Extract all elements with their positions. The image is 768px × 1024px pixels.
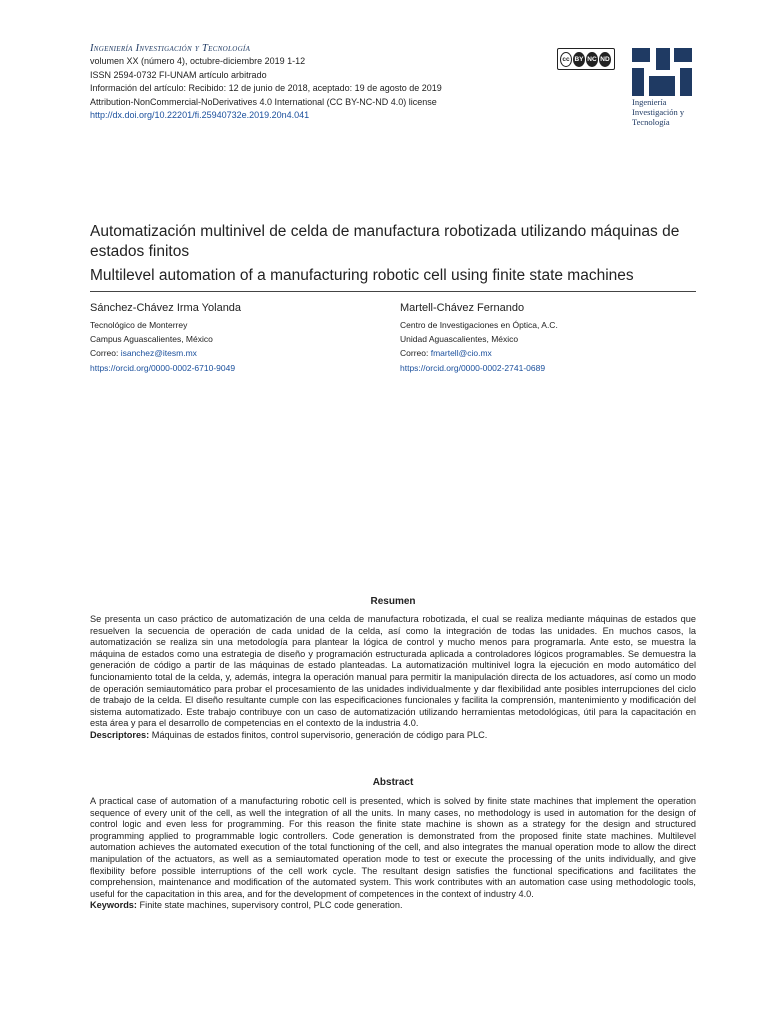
resumen-body xyxy=(90,614,696,742)
author-block-2 xyxy=(400,302,558,375)
journal-logo-icon xyxy=(632,48,692,96)
author-orcid-link[interactable]: https://orcid.org/0000-0002-2741-0689 xyxy=(400,362,546,373)
title-english: Multilevel automation of a manufacturing robotic cell using finite state machines xyxy=(90,267,634,284)
dates-line: Información del artículo: Recibido: 12 de junio de 2018, aceptado: 19 de agosto de 2019 xyxy=(90,83,442,94)
abstract-body xyxy=(90,796,696,912)
descriptores-label: Descriptores: xyxy=(90,729,150,740)
doi-link[interactable]: http://dx.doi.org/10.22201/fi.25940732e.2019.20n4.041 xyxy=(90,110,310,121)
nc-icon: NC xyxy=(586,52,598,67)
article-metadata xyxy=(90,55,442,123)
author-name: Sánchez-Chávez Irma Yolanda xyxy=(90,302,242,314)
journal-name: Ingeniería Investigación y Tecnología xyxy=(90,43,251,54)
author-name: Martell-Chávez Fernando xyxy=(400,302,525,314)
cc-license-badge[interactable] xyxy=(557,48,615,70)
author-campus: Unidad Aguascalientes, México xyxy=(400,334,519,345)
author-orcid-link[interactable]: https://orcid.org/0000-0002-6710-9049 xyxy=(90,362,236,373)
author-email-line: Correo: isanchez@itesm.mx xyxy=(90,348,197,359)
issn-line: ISSN 2594-0732 FI-UNAM artículo arbitrado xyxy=(90,69,267,80)
keywords-text: Finite state machines, supervisory control, PLC code generation. xyxy=(136,900,403,911)
abstract-text: A practical case of automation of a manufacturing robotic cell is presented, which is solved by finite state machines that implement the operation sequence of every unit of the cell, as well the integration of all the units. In many cases, no methodology is used in automation for the design of control logic and even less for programming. For this reason the finite state machine is shown as a strategy for the design and structured programming applied to programmable logic controllers. Code generation is demonstrated from the proposed finite state machines. Multilevel automation achieves the automated execution of the total functioning of the cell, and also integrates the manual operation mode to allow the direct manipulation of the actuators, as well as a semiautomated operation mode to test or execute the processing of the units individually, and give flexibility before possible interruptions of the cell work cycle. The resultant design satisfies the functional specifications and facilitates the comprehension, maintenance and modification of the automated system. This work contributes with an automation case using methodologic tools, useful for the capacitation in this area, and for the development of competences in the context of industry 4.0. xyxy=(90,796,696,899)
by-icon: BY xyxy=(573,52,585,67)
author-affiliation: Tecnológico de Monterrey xyxy=(90,320,188,330)
nd-icon: ND xyxy=(599,52,611,67)
abstract-heading: Abstract xyxy=(372,777,414,788)
title-divider xyxy=(90,291,696,292)
volume-line: volumen XX (número 4), octubre-diciembre 2019 1-12 xyxy=(90,56,306,66)
resumen-heading: Resumen xyxy=(370,596,416,607)
title-spanish: Automatización multinivel de celda de manufactura robotizada utilizando máquinas de estados finitos xyxy=(90,223,680,260)
descriptores-text: Máquinas de estados finitos, control supervisorio, generación de código para PLC. xyxy=(149,729,488,740)
logo-text: Ingeniería Investigación y Tecnología xyxy=(632,97,685,127)
resumen-text: Se presenta un caso práctico de automatización de una celda de manufactura robotizada, el cual se realiza mediante máquinas de estados que resuelven la secuencia de operación de cada unidad de la celda, así como la integración de todas las unidades. En muchos casos, la automatización se realiza sin una metodología para plantear la lógica de control y mucho menos para programarla. Ante esto, se muestra la máquina de estados como una estrategia de diseño y programación estructurada aplicada a controladores lógicos programables. Se demuestra la generación de código a partir de las máquinas de estado planteadas. La automatización multinivel logra la ejecución en modo automático del funcionamiento total de la celda, y, además, integra la operación manual para permitir la manipulación directa de los actuadores, así como un modo de operación semiautomático para probar el procesamiento de las unidades individualmente y dar flexibilidad ante posibles interrupciones del ciclo de trabajo de la celda. El diseño resultante cumple con las especificaciones funcionales y facilita la comprensión, mantenimiento y modificación del sistema automatizado. Este trabajo contribuye con un caso de automatización utilizando herramientas metodológicas, útil para la capacitación en esta área y para el desarrollo de competencias en el contexto de la industria 4.0. xyxy=(90,614,696,729)
author-affiliation: Centro de Investigaciones en Óptica, A.C. xyxy=(400,320,558,330)
keywords-label: Keywords: xyxy=(90,900,137,911)
license-line: Attribution-NonCommercial-NoDerivatives 4.0 International (CC BY-NC-ND 4.0) license xyxy=(90,96,437,107)
author-email-link[interactable]: isanchez@itesm.mx xyxy=(120,348,197,359)
author-block-1 xyxy=(90,302,241,375)
author-campus: Campus Aguascalientes, México xyxy=(90,334,213,345)
author-email-line: Correo: fmartell@cio.mx xyxy=(400,348,492,359)
author-email-link[interactable]: fmartell@cio.mx xyxy=(430,348,492,359)
cc-icon: cc xyxy=(560,52,572,67)
